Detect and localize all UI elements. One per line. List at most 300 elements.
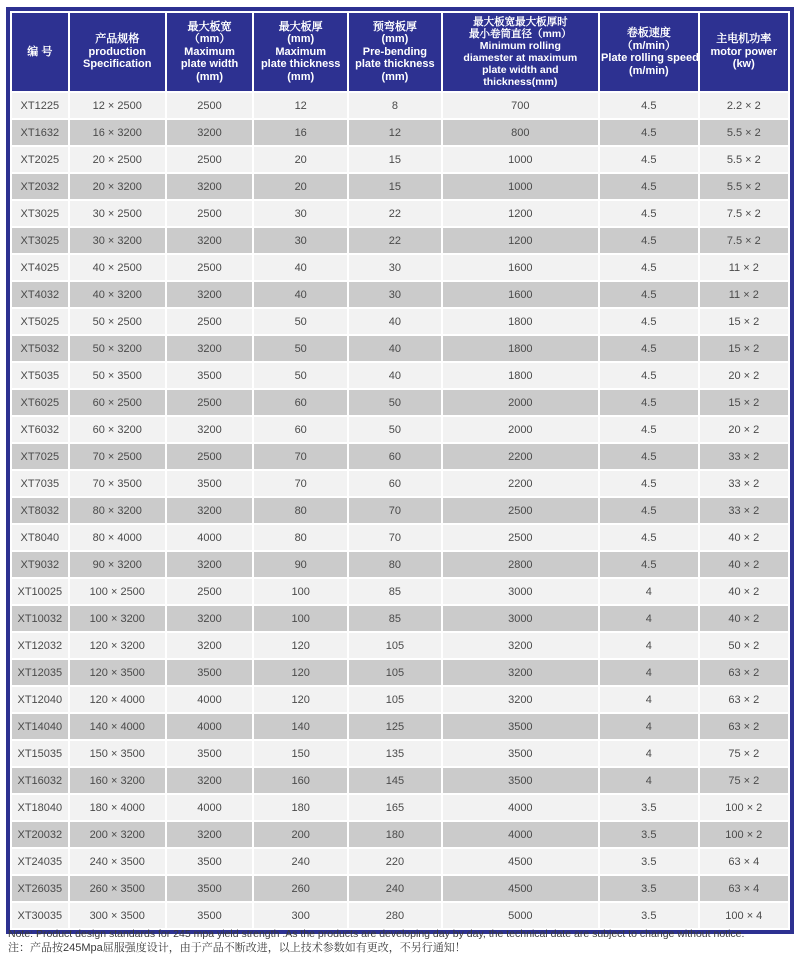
cell-max-thickness: 70 <box>254 471 347 496</box>
column-header-max-thickness <box>254 13 347 91</box>
cell-rolling-speed: 4.5 <box>600 147 698 172</box>
cell-model: XT24035 <box>12 849 68 874</box>
cell-rolling-speed: 4 <box>600 660 698 685</box>
cell-rolling-speed: 4.5 <box>600 174 698 199</box>
table-row <box>12 147 788 172</box>
cell-model: XT15035 <box>12 741 68 766</box>
cell-rolling-speed: 4.5 <box>600 282 698 307</box>
table-row <box>12 903 788 928</box>
cell-min-roll-diameter: 2000 <box>443 417 598 442</box>
cell-model: XT2025 <box>12 147 68 172</box>
cell-motor-power: 63 × 2 <box>700 714 788 739</box>
cell-rolling-speed: 4.5 <box>600 228 698 253</box>
cell-motor-power: 100 × 4 <box>700 903 788 928</box>
cell-min-roll-diameter: 5000 <box>443 903 598 928</box>
cell-max-thickness: 240 <box>254 849 347 874</box>
cell-prebend-thickness: 135 <box>349 741 440 766</box>
cell-max-thickness: 90 <box>254 552 347 577</box>
cell-min-roll-diameter: 2200 <box>443 471 598 496</box>
header-line: 卷板速度 <box>626 27 671 39</box>
cell-spec: 100 × 2500 <box>70 579 165 604</box>
cell-spec: 80 × 3200 <box>70 498 165 523</box>
cell-prebend-thickness: 70 <box>349 525 440 550</box>
cell-max-thickness: 70 <box>254 444 347 469</box>
cell-motor-power: 63 × 2 <box>700 687 788 712</box>
cell-min-roll-diameter: 1800 <box>443 309 598 334</box>
cell-min-roll-diameter: 3200 <box>443 660 598 685</box>
cell-max-thickness: 180 <box>254 795 347 820</box>
table-row <box>12 876 788 901</box>
cell-min-roll-diameter: 2500 <box>443 498 598 523</box>
cell-spec: 60 × 3200 <box>70 417 165 442</box>
cell-rolling-speed: 3.5 <box>600 903 698 928</box>
cell-max-width: 3500 <box>167 876 252 901</box>
cell-min-roll-diameter: 2000 <box>443 390 598 415</box>
cell-prebend-thickness: 70 <box>349 498 440 523</box>
cell-motor-power: 100 × 2 <box>700 795 788 820</box>
cell-rolling-speed: 4 <box>600 768 698 793</box>
cell-rolling-speed: 4.5 <box>600 120 698 145</box>
cell-spec: 50 × 3500 <box>70 363 165 388</box>
cell-max-thickness: 20 <box>254 147 347 172</box>
cell-min-roll-diameter: 1600 <box>443 282 598 307</box>
table-row <box>12 606 788 631</box>
cell-max-thickness: 120 <box>254 687 347 712</box>
cell-model: XT12032 <box>12 633 68 658</box>
cell-max-width: 3500 <box>167 471 252 496</box>
cell-rolling-speed: 4.5 <box>600 255 698 280</box>
cell-max-thickness: 80 <box>254 525 347 550</box>
cell-prebend-thickness: 40 <box>349 336 440 361</box>
cell-max-thickness: 160 <box>254 768 347 793</box>
cell-prebend-thickness: 145 <box>349 768 440 793</box>
table-row <box>12 390 788 415</box>
cell-model: XT26035 <box>12 876 68 901</box>
header-line: diamester at maximum <box>463 52 578 64</box>
cell-min-roll-diameter: 3500 <box>443 768 598 793</box>
cell-spec: 120 × 3500 <box>70 660 165 685</box>
cell-min-roll-diameter: 700 <box>443 93 598 118</box>
cell-prebend-thickness: 280 <box>349 903 440 928</box>
cell-model: XT1225 <box>12 93 68 118</box>
cell-max-width: 3500 <box>167 660 252 685</box>
cell-rolling-speed: 4 <box>600 579 698 604</box>
cell-model: XT7025 <box>12 444 68 469</box>
cell-min-roll-diameter: 800 <box>443 120 598 145</box>
table-row <box>12 795 788 820</box>
cell-motor-power: 2.2 × 2 <box>700 93 788 118</box>
cell-spec: 40 × 3200 <box>70 282 165 307</box>
header-line: 最大板宽最大板厚时 <box>473 16 568 28</box>
cell-rolling-speed: 4 <box>600 687 698 712</box>
cell-max-width: 4000 <box>167 714 252 739</box>
column-header-model <box>12 13 68 91</box>
cell-prebend-thickness: 240 <box>349 876 440 901</box>
cell-model: XT6025 <box>12 390 68 415</box>
header-line: Specification <box>83 58 152 71</box>
header-line: plate width and <box>482 64 559 76</box>
cell-min-roll-diameter: 1800 <box>443 363 598 388</box>
cell-rolling-speed: 3.5 <box>600 822 698 847</box>
cell-spec: 16 × 3200 <box>70 120 165 145</box>
table-row <box>12 255 788 280</box>
cell-max-thickness: 60 <box>254 417 347 442</box>
cell-rolling-speed: 4 <box>600 714 698 739</box>
cell-prebend-thickness: 15 <box>349 147 440 172</box>
cell-max-thickness: 50 <box>254 363 347 388</box>
cell-spec: 50 × 3200 <box>70 336 165 361</box>
cell-max-thickness: 60 <box>254 390 347 415</box>
cell-rolling-speed: 4.5 <box>600 93 698 118</box>
cell-spec: 30 × 3200 <box>70 228 165 253</box>
cell-max-thickness: 30 <box>254 228 347 253</box>
cell-max-width: 3500 <box>167 363 252 388</box>
column-header-min-roll-diameter <box>443 13 598 91</box>
table-row <box>12 525 788 550</box>
cell-rolling-speed: 3.5 <box>600 849 698 874</box>
cell-min-roll-diameter: 1000 <box>443 174 598 199</box>
header-line: plate width <box>180 58 239 71</box>
header-row <box>12 13 788 91</box>
header-line: (mm) <box>381 33 409 46</box>
cell-prebend-thickness: 8 <box>349 93 440 118</box>
cell-motor-power: 11 × 2 <box>700 282 788 307</box>
cell-max-width: 3200 <box>167 336 252 361</box>
cell-min-roll-diameter: 3000 <box>443 606 598 631</box>
cell-rolling-speed: 4.5 <box>600 525 698 550</box>
header-line: 编 号 <box>27 45 53 58</box>
cell-spec: 100 × 3200 <box>70 606 165 631</box>
table-row <box>12 336 788 361</box>
column-header-max-width <box>167 13 252 91</box>
table-row <box>12 93 788 118</box>
table-row <box>12 471 788 496</box>
cell-rolling-speed: 3.5 <box>600 795 698 820</box>
table-row <box>12 174 788 199</box>
cell-spec: 70 × 2500 <box>70 444 165 469</box>
cell-motor-power: 7.5 × 2 <box>700 201 788 226</box>
cell-spec: 12 × 2500 <box>70 93 165 118</box>
cell-motor-power: 15 × 2 <box>700 309 788 334</box>
table-row <box>12 660 788 685</box>
note-english: Note: Product design standards for 245 mpa yield strength .As the products are developing day by day, the technical date are subject to change without notice. <box>8 928 745 940</box>
cell-max-thickness: 140 <box>254 714 347 739</box>
cell-max-width: 3200 <box>167 228 252 253</box>
cell-min-roll-diameter: 3200 <box>443 687 598 712</box>
cell-rolling-speed: 4.5 <box>600 552 698 577</box>
header-line: （mm） <box>188 33 231 46</box>
header-line: （m/min） <box>621 39 677 52</box>
cell-max-width: 3200 <box>167 633 252 658</box>
cell-max-width: 4000 <box>167 687 252 712</box>
cell-motor-power: 75 × 2 <box>700 768 788 793</box>
cell-max-width: 3500 <box>167 903 252 928</box>
cell-spec: 180 × 4000 <box>70 795 165 820</box>
cell-spec: 20 × 3200 <box>70 174 165 199</box>
cell-motor-power: 40 × 2 <box>700 552 788 577</box>
cell-max-thickness: 100 <box>254 606 347 631</box>
table-row <box>12 201 788 226</box>
cell-rolling-speed: 3.5 <box>600 876 698 901</box>
table-row <box>12 498 788 523</box>
table-row <box>12 120 788 145</box>
header-line: Plate rolling speed <box>601 52 699 64</box>
cell-model: XT3025 <box>12 201 68 226</box>
cell-model: XT9032 <box>12 552 68 577</box>
cell-min-roll-diameter: 3500 <box>443 741 598 766</box>
header-line: 预弯板厚 <box>372 20 417 33</box>
cell-min-roll-diameter: 2200 <box>443 444 598 469</box>
table-row <box>12 768 788 793</box>
table-row <box>12 849 788 874</box>
cell-max-thickness: 150 <box>254 741 347 766</box>
cell-prebend-thickness: 30 <box>349 282 440 307</box>
cell-max-width: 2500 <box>167 147 252 172</box>
cell-model: XT14040 <box>12 714 68 739</box>
cell-prebend-thickness: 105 <box>349 660 440 685</box>
cell-prebend-thickness: 105 <box>349 633 440 658</box>
header-line: plate thickness <box>355 58 435 71</box>
cell-model: XT12040 <box>12 687 68 712</box>
header-line: motor power <box>710 45 778 58</box>
cell-motor-power: 63 × 2 <box>700 660 788 685</box>
cell-spec: 120 × 3200 <box>70 633 165 658</box>
cell-spec: 120 × 4000 <box>70 687 165 712</box>
column-header-prebend-thickness <box>349 13 440 91</box>
cell-max-width: 3200 <box>167 174 252 199</box>
cell-max-width: 3200 <box>167 417 252 442</box>
spec-table <box>10 11 790 930</box>
table-row <box>12 579 788 604</box>
table-row <box>12 552 788 577</box>
cell-motor-power: 7.5 × 2 <box>700 228 788 253</box>
cell-min-roll-diameter: 3200 <box>443 633 598 658</box>
cell-max-width: 3500 <box>167 741 252 766</box>
cell-min-roll-diameter: 4000 <box>443 795 598 820</box>
table-row <box>12 444 788 469</box>
cell-max-thickness: 120 <box>254 633 347 658</box>
cell-max-thickness: 200 <box>254 822 347 847</box>
header-line: 最小卷筒直径（mm） <box>468 28 572 40</box>
header-line: Pre-bending <box>362 45 427 58</box>
cell-motor-power: 5.5 × 2 <box>700 174 788 199</box>
cell-motor-power: 5.5 × 2 <box>700 147 788 172</box>
footnotes <box>8 928 792 955</box>
cell-max-width: 2500 <box>167 579 252 604</box>
header-line: Maximum <box>275 45 327 58</box>
cell-min-roll-diameter: 1600 <box>443 255 598 280</box>
cell-spec: 40 × 2500 <box>70 255 165 280</box>
spec-table-body <box>12 93 788 928</box>
header-line: (kw) <box>732 58 755 71</box>
cell-prebend-thickness: 30 <box>349 255 440 280</box>
cell-spec: 260 × 3500 <box>70 876 165 901</box>
cell-rolling-speed: 4.5 <box>600 498 698 523</box>
cell-min-roll-diameter: 1000 <box>443 147 598 172</box>
cell-max-width: 3200 <box>167 498 252 523</box>
cell-spec: 60 × 2500 <box>70 390 165 415</box>
cell-motor-power: 50 × 2 <box>700 633 788 658</box>
header-line: 主电机功率 <box>716 33 772 46</box>
cell-max-thickness: 20 <box>254 174 347 199</box>
cell-spec: 30 × 2500 <box>70 201 165 226</box>
table-row <box>12 417 788 442</box>
cell-max-thickness: 16 <box>254 120 347 145</box>
cell-rolling-speed: 4 <box>600 741 698 766</box>
cell-min-roll-diameter: 2500 <box>443 525 598 550</box>
cell-motor-power: 33 × 2 <box>700 471 788 496</box>
table-row <box>12 309 788 334</box>
cell-max-thickness: 30 <box>254 201 347 226</box>
header-line: 最大板厚 <box>278 20 323 33</box>
cell-motor-power: 75 × 2 <box>700 741 788 766</box>
cell-prebend-thickness: 165 <box>349 795 440 820</box>
cell-max-thickness: 80 <box>254 498 347 523</box>
table-row <box>12 228 788 253</box>
cell-max-width: 2500 <box>167 444 252 469</box>
cell-spec: 140 × 4000 <box>70 714 165 739</box>
cell-min-roll-diameter: 2800 <box>443 552 598 577</box>
header-line: (mm) <box>287 33 315 46</box>
header-line: Maximum <box>184 45 235 58</box>
cell-spec: 300 × 3500 <box>70 903 165 928</box>
cell-max-thickness: 300 <box>254 903 347 928</box>
header-line: production <box>88 45 146 58</box>
spec-table-header <box>12 13 788 91</box>
cell-motor-power: 100 × 2 <box>700 822 788 847</box>
cell-prebend-thickness: 220 <box>349 849 440 874</box>
cell-rolling-speed: 4 <box>600 633 698 658</box>
cell-spec: 150 × 3500 <box>70 741 165 766</box>
cell-motor-power: 40 × 2 <box>700 525 788 550</box>
cell-motor-power: 20 × 2 <box>700 363 788 388</box>
cell-motor-power: 15 × 2 <box>700 390 788 415</box>
note-chinese: 注：产品按245Mpa屈服强度设计，由于产品不断改进，以上技术参数如有更改，不另行通知！ <box>8 942 466 954</box>
cell-motor-power: 11 × 2 <box>700 255 788 280</box>
cell-prebend-thickness: 40 <box>349 363 440 388</box>
cell-motor-power: 63 × 4 <box>700 849 788 874</box>
cell-prebend-thickness: 85 <box>349 606 440 631</box>
cell-prebend-thickness: 50 <box>349 390 440 415</box>
cell-max-width: 3200 <box>167 768 252 793</box>
cell-motor-power: 40 × 2 <box>700 606 788 631</box>
cell-max-width: 2500 <box>167 93 252 118</box>
cell-min-roll-diameter: 1200 <box>443 201 598 226</box>
table-row <box>12 282 788 307</box>
column-header-rolling-speed <box>600 13 698 91</box>
cell-prebend-thickness: 22 <box>349 228 440 253</box>
cell-prebend-thickness: 50 <box>349 417 440 442</box>
cell-model: XT30035 <box>12 903 68 928</box>
cell-motor-power: 5.5 × 2 <box>700 120 788 145</box>
cell-rolling-speed: 4 <box>600 606 698 631</box>
cell-max-width: 3200 <box>167 120 252 145</box>
cell-spec: 80 × 4000 <box>70 525 165 550</box>
cell-motor-power: 15 × 2 <box>700 336 788 361</box>
cell-max-thickness: 12 <box>254 93 347 118</box>
cell-model: XT3025 <box>12 228 68 253</box>
header-line: (mm) <box>287 70 315 83</box>
cell-motor-power: 33 × 2 <box>700 444 788 469</box>
cell-spec: 90 × 3200 <box>70 552 165 577</box>
cell-max-width: 2500 <box>167 390 252 415</box>
cell-rolling-speed: 4.5 <box>600 444 698 469</box>
cell-motor-power: 20 × 2 <box>700 417 788 442</box>
table-row <box>12 741 788 766</box>
cell-rolling-speed: 4.5 <box>600 471 698 496</box>
cell-prebend-thickness: 125 <box>349 714 440 739</box>
cell-min-roll-diameter: 1800 <box>443 336 598 361</box>
cell-min-roll-diameter: 4000 <box>443 822 598 847</box>
cell-max-width: 4000 <box>167 525 252 550</box>
cell-min-roll-diameter: 4500 <box>443 876 598 901</box>
cell-motor-power: 33 × 2 <box>700 498 788 523</box>
table-row <box>12 687 788 712</box>
cell-min-roll-diameter: 3500 <box>443 714 598 739</box>
cell-model: XT5035 <box>12 363 68 388</box>
cell-prebend-thickness: 85 <box>349 579 440 604</box>
header-line: 产品规格 <box>95 33 140 46</box>
cell-rolling-speed: 4.5 <box>600 201 698 226</box>
cell-rolling-speed: 4.5 <box>600 390 698 415</box>
column-header-motor-power <box>700 13 788 91</box>
cell-max-thickness: 120 <box>254 660 347 685</box>
cell-rolling-speed: 4.5 <box>600 417 698 442</box>
cell-prebend-thickness: 60 <box>349 444 440 469</box>
cell-prebend-thickness: 105 <box>349 687 440 712</box>
cell-rolling-speed: 4.5 <box>600 336 698 361</box>
cell-max-width: 3200 <box>167 606 252 631</box>
header-line: (m/min) <box>628 64 669 77</box>
cell-model: XT10025 <box>12 579 68 604</box>
cell-motor-power: 40 × 2 <box>700 579 788 604</box>
cell-prebend-thickness: 22 <box>349 201 440 226</box>
cell-min-roll-diameter: 4500 <box>443 849 598 874</box>
cell-max-width: 3200 <box>167 552 252 577</box>
cell-max-width: 3200 <box>167 282 252 307</box>
header-line: plate thickness <box>260 58 341 71</box>
cell-prebend-thickness: 80 <box>349 552 440 577</box>
cell-min-roll-diameter: 1200 <box>443 228 598 253</box>
cell-max-width: 2500 <box>167 201 252 226</box>
cell-model: XT12035 <box>12 660 68 685</box>
cell-max-width: 2500 <box>167 309 252 334</box>
cell-model: XT18040 <box>12 795 68 820</box>
cell-max-width: 2500 <box>167 255 252 280</box>
cell-max-thickness: 100 <box>254 579 347 604</box>
cell-spec: 70 × 3500 <box>70 471 165 496</box>
cell-model: XT1632 <box>12 120 68 145</box>
cell-max-width: 3200 <box>167 822 252 847</box>
cell-spec: 20 × 2500 <box>70 147 165 172</box>
cell-model: XT5032 <box>12 336 68 361</box>
cell-max-thickness: 40 <box>254 255 347 280</box>
column-header-spec <box>70 13 165 91</box>
cell-model: XT16032 <box>12 768 68 793</box>
cell-model: XT2032 <box>12 174 68 199</box>
header-line: 最大板宽 <box>187 20 232 33</box>
cell-rolling-speed: 4.5 <box>600 363 698 388</box>
cell-spec: 50 × 2500 <box>70 309 165 334</box>
table-row <box>12 822 788 847</box>
cell-max-width: 4000 <box>167 795 252 820</box>
cell-max-thickness: 260 <box>254 876 347 901</box>
cell-rolling-speed: 4.5 <box>600 309 698 334</box>
cell-model: XT6032 <box>12 417 68 442</box>
cell-max-thickness: 40 <box>254 282 347 307</box>
cell-prebend-thickness: 180 <box>349 822 440 847</box>
cell-spec: 200 × 3200 <box>70 822 165 847</box>
